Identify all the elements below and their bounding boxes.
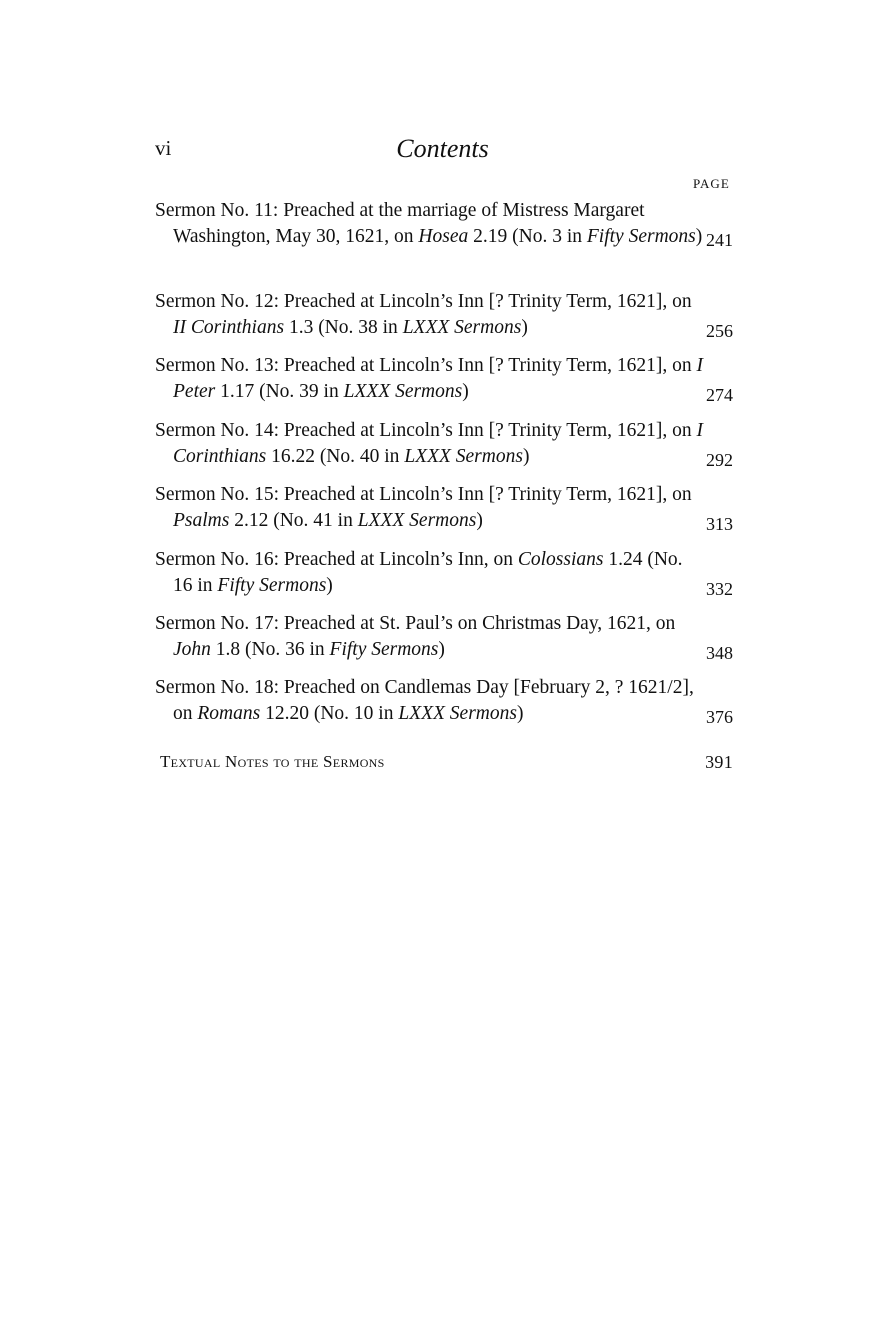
toc-entry-text-run: ) (438, 639, 445, 660)
toc-entry-page: 348 (706, 643, 733, 663)
toc-entry-text-run: ) (522, 446, 530, 467)
toc-entry (155, 611, 735, 663)
toc-entry-page: 332 (706, 579, 733, 599)
toc-entry-page: 256 (706, 321, 733, 341)
toc-entry-text-run: Sermon No. 13: Preached at Lincoln’s Inn [? Trinity Term, 1621], on (155, 355, 697, 376)
toc-entry (155, 547, 735, 599)
toc-entry-text-run: 1.8 (No. 36 in (210, 639, 330, 660)
toc-entry-italic-text: Colossians (517, 549, 604, 570)
toc-entry-page: 274 (706, 385, 733, 405)
toc-entry-text-run: Sermon No. 15: Preached at Lincoln’s Inn [? Trinity Term, 1621], on (155, 484, 692, 505)
toc-entry (155, 198, 735, 250)
textual-notes-label: Textual Notes to the Sermons (160, 752, 385, 771)
toc-entry-text (155, 611, 703, 663)
toc-entry-page: 292 (706, 450, 733, 470)
toc-entry-text-run: ) (695, 226, 703, 247)
page-title: Contents (396, 134, 489, 163)
toc-entry-text-run: 12.20 (No. 10 in (260, 703, 399, 724)
toc-entry-italic-text: Fifty Sermons (217, 575, 327, 596)
page-column-label: PAGE (693, 176, 730, 191)
toc-entry-italic-text: II Corinthians (173, 317, 285, 338)
toc-entry (155, 353, 735, 405)
toc-entry-page: 313 (706, 514, 733, 534)
toc-entry-italic-text: LXXX Sermons (398, 703, 517, 724)
toc-entry (155, 418, 735, 470)
toc-entry-text (155, 289, 703, 341)
toc-entry-text-run: 1.3 (No. 38 in (284, 317, 403, 338)
toc-entry (155, 675, 735, 727)
toc-entry-text-run: ) (326, 575, 333, 596)
toc-entry-italic-text: Hosea (418, 226, 469, 247)
toc-entry-text-run: 1.24 (No. 16 in (173, 549, 683, 596)
toc-entry-text-run: ) (476, 510, 483, 531)
toc-entry-italic-text: I Peter (173, 355, 703, 402)
toc-entry-text-run: 2.19 (No. 3 in (468, 226, 587, 247)
toc-entry-text (155, 418, 703, 470)
toc-entry-italic-text: Fifty Sermons (586, 226, 696, 247)
toc-entry-text-run: ) (516, 703, 524, 724)
toc-entry-italic-text: Fifty Sermons (329, 639, 439, 660)
textual-notes-entry (160, 752, 735, 772)
page-number: vi (155, 136, 172, 160)
toc-entry-italic-text: LXXX Sermons (402, 317, 522, 338)
textual-notes-page: 391 (705, 752, 733, 772)
toc-entry-italic-text: I Corinthians (173, 420, 703, 467)
toc-entry-text-run: 1.17 (No. 39 in (215, 381, 344, 402)
toc-entry-italic-text: Romans (197, 703, 261, 724)
toc-entry-text (155, 547, 703, 599)
toc-entry-page: 376 (706, 707, 733, 727)
toc-entry-italic-text: LXXX Sermons (343, 381, 463, 402)
toc-entry-text-run: 16.22 (No. 40 in (266, 446, 405, 467)
toc-entry-text-run: Sermon No. 17: Preached at St. Paul’s on Christmas Day, 1621, on (155, 613, 676, 634)
toc-entry-italic-text: John (173, 639, 211, 660)
toc-entry-text-run: Sermon No. 14: Preached at Lincoln’s Inn [? Trinity Term, 1621], on (155, 420, 697, 441)
toc-entry-italic-text: Psalms (173, 510, 230, 531)
toc-entry-text (155, 675, 703, 727)
toc-entry-italic-text: LXXX Sermons (404, 446, 523, 467)
toc-entry (155, 289, 735, 341)
toc-entry-text-run: Sermon No. 18: Preached on Candlemas Day [February 2, ? 1621/2], on (155, 677, 694, 724)
toc-entry-text (155, 198, 703, 250)
toc-entry-text-run: Sermon No. 11: Preached at the marriage of Mistress Margaret Washington, May 30, 1621, on (155, 200, 645, 247)
toc-entry-text-run: 2.12 (No. 41 in (229, 510, 358, 531)
toc-entry-text-run: Sermon No. 16: Preached at Lincoln’s Inn, on (155, 549, 518, 570)
toc-entry-text-run: Sermon No. 12: Preached at Lincoln’s Inn [? Trinity Term, 1621], on (155, 291, 692, 312)
toc-entry (155, 482, 735, 534)
toc-entry-text-run: ) (462, 381, 469, 402)
toc-entry-italic-text: LXXX Sermons (357, 510, 477, 531)
toc-entry-page: 241 (706, 230, 733, 250)
toc-entry-text-run: ) (521, 317, 528, 338)
toc-entry-text (155, 353, 703, 405)
toc-entry-text (155, 482, 703, 534)
